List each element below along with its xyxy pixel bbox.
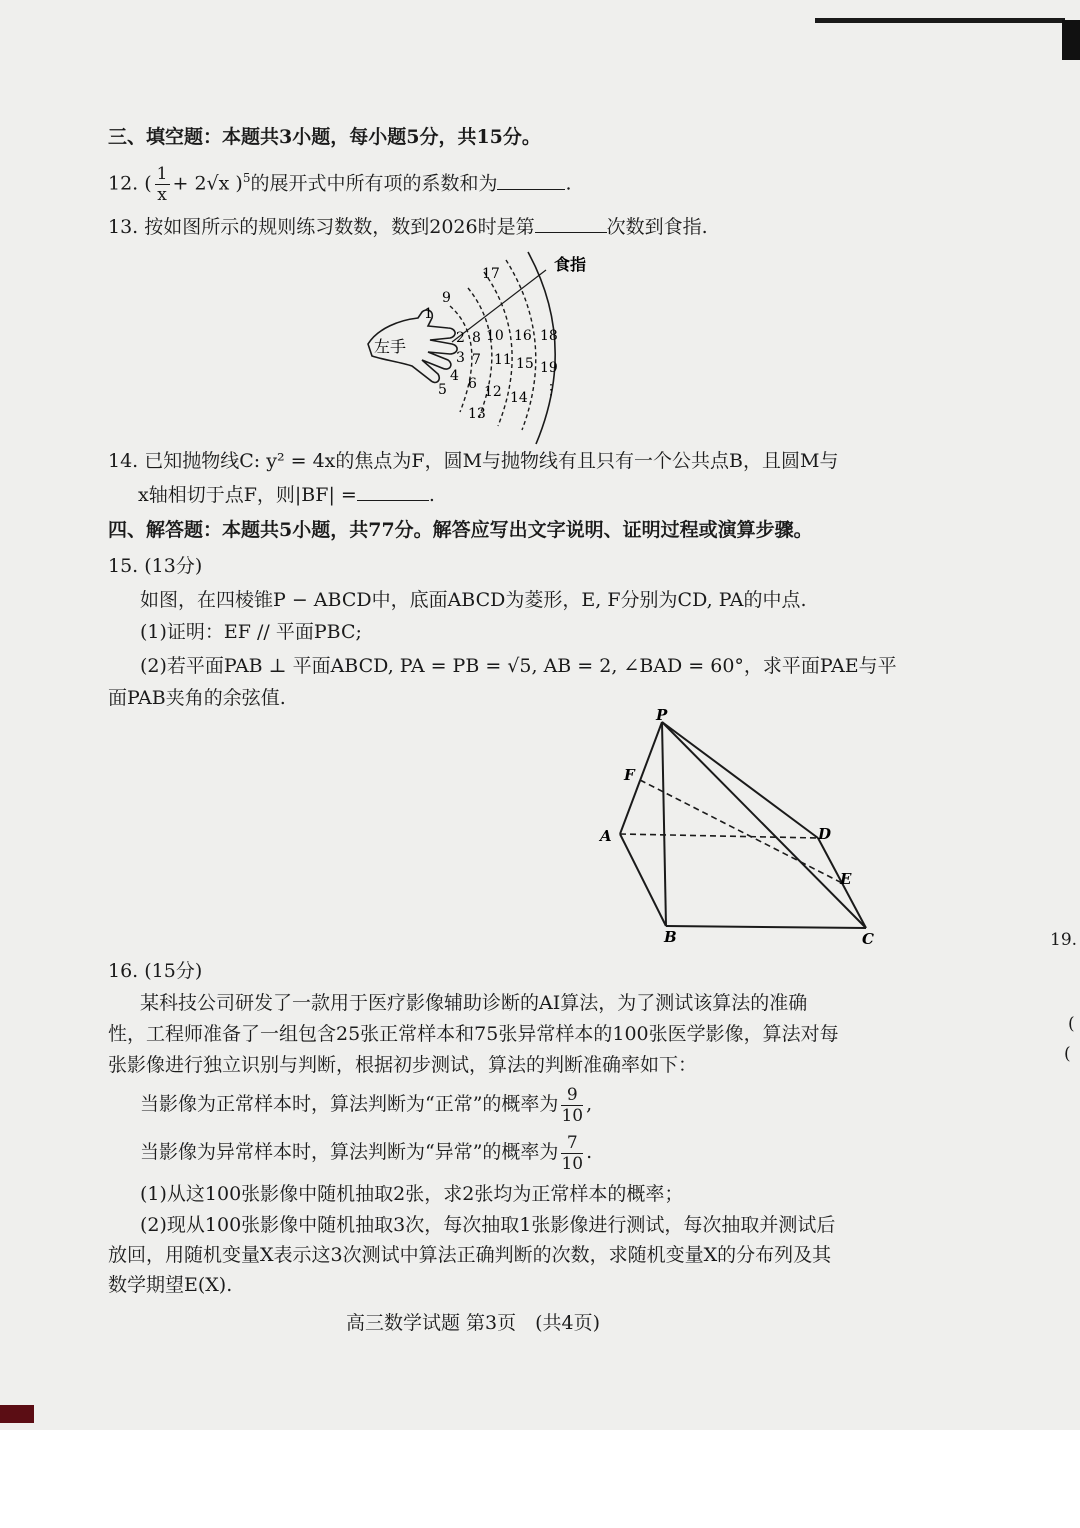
cond1-fraction <box>561 1085 583 1126</box>
hand-num-2: 2 <box>456 330 465 346</box>
q12-fraction <box>155 164 170 205</box>
hand-num-19: 19 <box>540 360 558 376</box>
q14-answer-blank[interactable] <box>357 482 429 501</box>
pyramid-figure <box>590 700 890 952</box>
cond2-den: 10 <box>561 1153 584 1174</box>
edge-PB <box>662 722 666 926</box>
cond1-text: 当影像为正常样本时，算法判断为“正常”的概率为 <box>140 1093 559 1115</box>
section-4-title: 四、解答题：本题共5小题，共77分。解答应写出文字说明、证明过程或演算步骤。 <box>108 519 813 541</box>
label-index-finger: 食指 <box>554 255 587 274</box>
question-16-part-2-line-3: 数学期望E(X). <box>108 1274 233 1296</box>
hand-num-17: 17 <box>482 266 500 282</box>
edge-blot <box>0 1405 34 1423</box>
q13-text-a: 13. 按如图所示的规则练习数数，数到2026时是第 <box>108 216 535 238</box>
question-16-line-2: 性，工程师准备了一组包含25张正常样本和75张异常样本的100张医学影像，算法对每 <box>108 1023 839 1045</box>
edge-AB <box>620 834 666 926</box>
edge-fragment-1: ( <box>1068 1014 1075 1034</box>
hand-num-18: 18 <box>540 328 558 344</box>
hand-num-14: 14 <box>510 390 528 406</box>
q12-text: 的展开式中所有项的系数和为 <box>250 172 498 195</box>
question-15-part-2-line-1: (2)若平面PAB ⊥ 平面ABCD, PA = PB = √5, AB = 2, ∠BAD = 60°，求平面PAE与平 <box>140 655 897 677</box>
question-16-line-3: 张影像进行独立识别与判断，根据初步测试，算法的判断准确率如下： <box>108 1054 698 1076</box>
question-15-part-1: (1)证明：EF // 平面PBC; <box>140 621 362 643</box>
hand-num-7: 7 <box>472 352 481 368</box>
q14-line-2-text: x轴相切于点F，则|BF| = <box>138 484 357 506</box>
cond2-num: 7 <box>561 1133 583 1154</box>
edge-BC <box>666 926 866 928</box>
q12-number: 12. ( <box>108 172 152 195</box>
hand-num-1: 1 <box>424 306 433 322</box>
cond1-end: , <box>586 1093 593 1115</box>
cond2-end: . <box>586 1141 593 1163</box>
question-16-condition-2 <box>140 1130 592 1174</box>
top-edge-bar <box>815 18 1065 23</box>
q14-end: . <box>428 484 435 506</box>
label-A: A <box>600 827 612 845</box>
question-16-head: 16. (15分) <box>108 960 203 982</box>
question-16-part-2-line-2: 放回，用随机变量X表示这3次测试中算法正确判断的次数，求随机变量X的分布列及其 <box>108 1244 832 1266</box>
hand-num-5: 5 <box>438 382 447 398</box>
q12-answer-blank[interactable] <box>497 171 565 190</box>
question-15-head: 15. (13分) <box>108 555 203 577</box>
question-16-condition-1 <box>140 1082 592 1126</box>
q12-mid: + 2√x ) <box>172 172 243 195</box>
hand-num-8: 8 <box>472 330 481 346</box>
question-14-line-2 <box>138 482 435 508</box>
q12-frac-num: 1 <box>156 164 168 184</box>
segment-FE-dashed <box>640 780 842 883</box>
section-3-title: 三、填空题：本题共3小题，每小题5分，共15分。 <box>108 126 541 148</box>
question-14-line-1: 14. 已知抛物线C: y² = 4x的焦点为F，圆M与抛物线有且只有一个公共点B，且圆M与 <box>108 450 839 472</box>
hand-num-10: 10 <box>486 328 504 344</box>
count-arc-3 <box>484 272 512 426</box>
hand-num-15: 15 <box>516 356 534 372</box>
question-16-line-1: 某科技公司研发了一款用于医疗影像辅助诊断的AI算法，为了测试该算法的准确 <box>140 992 808 1014</box>
label-C: C <box>862 930 874 948</box>
edge-AD-dashed <box>620 834 818 838</box>
hand-num-16: 16 <box>514 328 532 344</box>
q12-exponent: 5 <box>242 171 251 186</box>
q13-text-b: 次数到食指. <box>606 216 708 238</box>
q12-frac-den: x <box>157 185 167 205</box>
label-P: P <box>656 706 668 724</box>
hand-num-6: 6 <box>468 376 477 392</box>
label-left-hand: 左手 <box>374 337 407 356</box>
hand-num-12: 12 <box>484 384 502 400</box>
top-corner-mark <box>1062 20 1080 60</box>
edge-question-19: 19. <box>1050 930 1078 950</box>
label-D: D <box>818 825 832 843</box>
question-16-part-1: (1)从这100张影像中随机抽取2张，求2张均为正常样本的概率； <box>140 1183 684 1205</box>
hand-num-13: 13 <box>468 406 486 422</box>
edge-PD <box>662 722 818 838</box>
hand-num-3: 3 <box>456 350 465 366</box>
hand-num-ellipsis: ⋮ <box>544 382 558 398</box>
q12-end: . <box>565 172 572 195</box>
question-15-part-2-line-2: 面PAB夹角的余弦值. <box>108 687 286 709</box>
cond2-fraction <box>561 1133 583 1174</box>
hand-num-9: 9 <box>442 290 451 306</box>
edge-PC <box>662 722 866 928</box>
question-15-stem: 如图，在四棱锥P − ABCD中，底面ABCD为菱形，E, F分别为CD, PA的中点. <box>140 589 807 611</box>
question-16-part-2-line-1: (2)现从100张影像中随机抽取3次，每次抽取1张影像进行测试，每次抽取并测试后 <box>140 1214 836 1236</box>
label-B: B <box>664 928 677 946</box>
edge-fragment-2: ( <box>1064 1044 1071 1064</box>
cond2-text: 当影像为异常样本时，算法判断为“异常”的概率为 <box>140 1141 559 1163</box>
question-13 <box>108 214 708 240</box>
label-F: F <box>624 766 635 784</box>
hand-num-4: 4 <box>450 368 459 384</box>
cond1-num: 9 <box>561 1085 583 1106</box>
q13-answer-blank[interactable] <box>535 214 607 233</box>
label-E: E <box>840 870 852 888</box>
cond1-den: 10 <box>561 1105 584 1126</box>
question-12 <box>108 164 572 205</box>
hand-counting-figure <box>360 248 610 448</box>
page-footer: 高三数学试题 第3页 (共4页) <box>346 1312 601 1334</box>
hand-num-11: 11 <box>494 352 512 368</box>
